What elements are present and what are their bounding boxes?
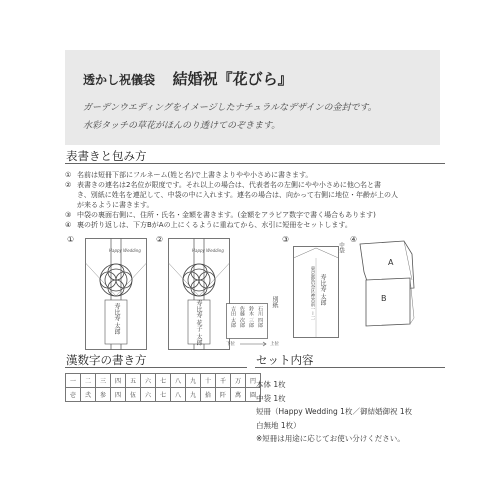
diagram-4-number: ④ [350,235,358,244]
rank-arrow [238,340,268,348]
section-rule [65,367,247,368]
product-name: 結婚祝『花びら』 [172,70,293,88]
name-text-1: 寿比寿 太郎 [113,303,120,335]
inner-name-text: 寿比寿 太郎 [319,274,326,306]
section-rule [65,163,445,164]
set-note: ※短冊は用途に応じてお使い分けください。 [256,434,405,443]
beshi-name-2: 佐藤 次郎 [239,306,245,328]
rank-high-label: 上位 [270,342,279,347]
section-title-kanji: 漢数字の書き方 [66,353,147,367]
diagram-1-number: ① [67,235,75,244]
beshi-label: 別紙 [271,296,278,308]
inner-envelope-diagram [293,246,339,338]
rank-low-label: 下位 [226,342,235,347]
banner-title-line [83,68,293,89]
kanji-row-formal: 壱 弐 参 四 伍 六 七 八 九 拾 阡 萬 圓 [66,388,261,402]
set-contents-list [256,378,412,446]
name-text-2: 寿比寿 花子 太郎 [195,300,202,346]
set-item: 本体 1枚 [256,380,286,389]
nakabukuro-label: 中袋 [338,242,344,253]
instruction-item: ③ 中袋の裏面右側に、住所・氏名・金額を書きます。(金額をアラビア数字で書く場合もあります) [65,211,376,219]
diagram-2-number: ② [156,235,164,244]
series-name: 透かし祝儀袋 [83,73,156,87]
instruction-item: ② 表書きの連名は2名位が限度です。それ以上の場合は、代表者名の左側にやや小さめに他○名と書 [65,181,382,189]
instruction-item: ④ 裏の折り返しは、下方BがAの上にくるように重ねてから、水引に短冊をセットします。 [65,221,352,229]
tanzaku-text-2: Happy Wedding [192,248,224,253]
set-item: 短冊（Happy Wedding 1枚／御結婚御祝 1枚 [256,407,413,416]
description-line-1: ガーデンウエディングをイメージしたナチュラルなデザインの金封です。 [83,103,377,113]
instructions-list [65,170,445,230]
diagram-3-number: ③ [282,235,290,244]
section-title-writing: 表書きと包み方 [66,149,147,163]
beshi-name-3: 鈴木 三郎 [248,306,254,328]
kanji-numeral-table [65,373,261,402]
set-item: 中袋 1枚 [256,393,286,403]
fold-diagram [358,238,418,328]
fold-label-b: B [381,294,387,303]
fold-label-a: A [388,258,394,267]
beshi-name-4: 石川 四郎 [257,306,263,328]
address-text: 東京都渋谷区神宮前一ー二 [310,266,315,320]
description-line-2: 水彩タッチの草花がほんのり透けてのぞきます。 [83,121,281,131]
instruction-item: が来るように書きます。 [77,201,154,209]
set-item: 白無地 1枚） [256,420,301,430]
tanzaku-text-1: Happy Wedding [109,248,141,253]
section-title-set: セット内容 [256,353,314,367]
beshi-name-1: 吉田 太郎 [230,306,236,328]
instruction-item: ① 名前は短冊下部にフルネーム(姓と名)で上書きよりやや小さめに書きます。 [65,171,313,179]
instruction-item: き、別紙に姓名を連記して、中袋の中に入れます。連名の場合は、向かって右側に地位・年齢が上の人 [77,191,399,199]
kanji-row-standard: 一 二 三 四 五 六 七 八 九 十 千 万 円 [66,374,261,388]
section-rule [255,367,445,368]
header-banner [65,50,440,145]
